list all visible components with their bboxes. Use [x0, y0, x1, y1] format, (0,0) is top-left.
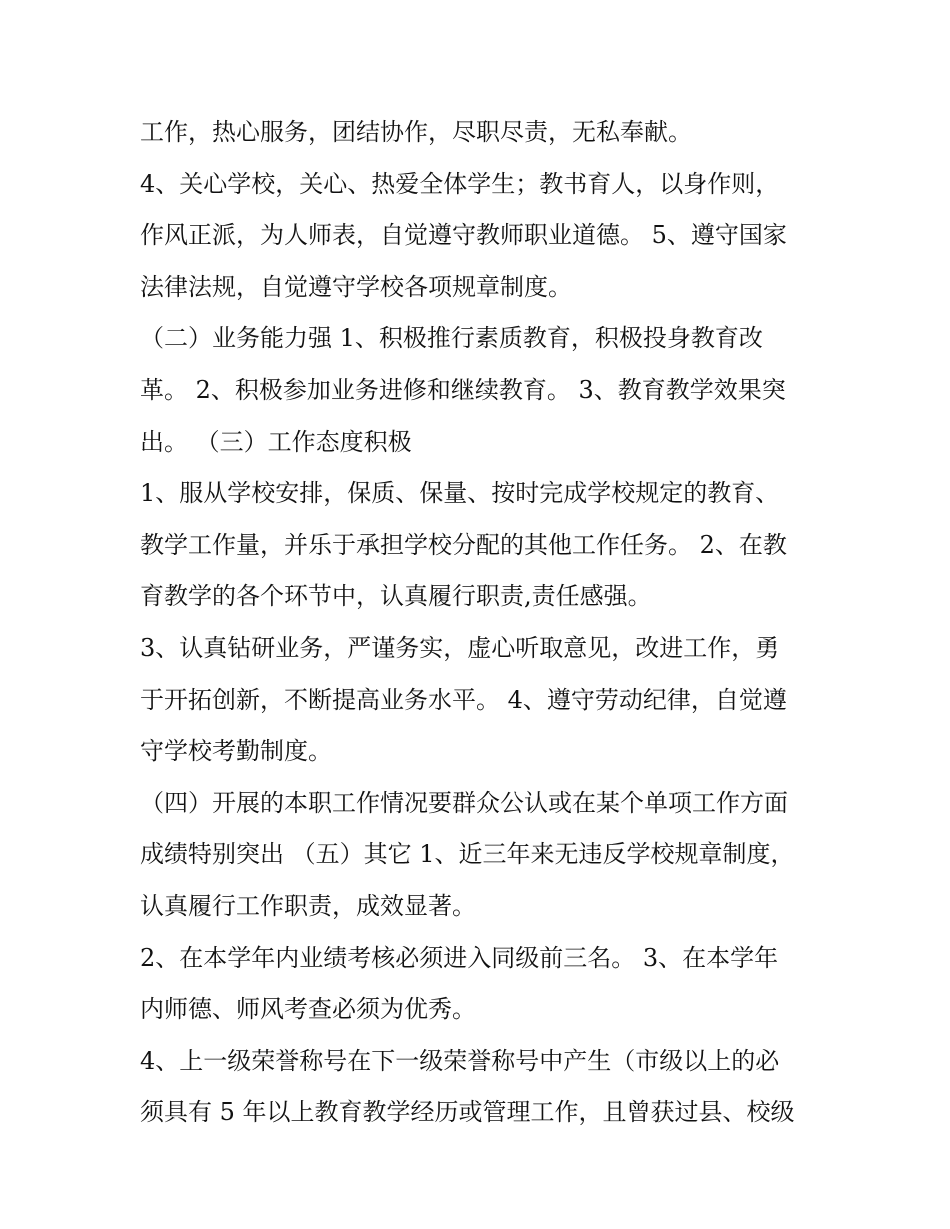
document-body: [140, 107, 840, 1139]
text-line: （四）开展的本职工作情况要群众公认或在某个单项工作方面: [140, 788, 788, 817]
text-line: 4、上一级荣誉称号在下一级荣誉称号中产生（市级以上的必: [140, 1046, 780, 1075]
text-line: 3、认真钻研业务，严谨务实，虚心听取意见，改进工作，勇: [140, 633, 780, 662]
text-line: 工作，热心服务，团结协作，尽职尽责，无私奉献。: [140, 118, 692, 146]
text-line: 于开拓创新，不断提高业务水平。 4、遵守劳动纪律，自觉遵: [140, 685, 787, 714]
text-line: 内师德、师风考查必须为优秀。: [140, 995, 476, 1024]
text-line: 守学校考勤制度。: [140, 737, 332, 766]
text-line: 认真履行工作职责，成效显著。: [140, 891, 476, 920]
text-line: 4、关心学校，关心、热爱全体学生；教书育人，以身作则，: [140, 169, 780, 198]
text-line: 革。 2、积极参加业务进修和继续教育。 3、教育教学效果突: [140, 375, 786, 404]
text-line: 须具有 5 年以上教育教学经历或管理工作，且曾获过县、校级: [140, 1098, 795, 1127]
text-line: 法律法规，自觉遵守学校各项规章制度。: [140, 272, 572, 301]
text-line: 出。 （三）工作态度积极: [140, 427, 412, 456]
text-line: 作风正派，为人师表，自觉遵守教师职业道德。 5、遵守国家: [140, 221, 787, 250]
text-line: （二）业务能力强 1、积极推行素质教育，积极投身教育改: [140, 324, 763, 353]
text-line: 1、服从学校安排，保质、保量、按时完成学校规定的教育、: [140, 479, 780, 508]
text-line: 教学工作量，并乐于承担学校分配的其他工作任务。 2、在教: [140, 530, 787, 559]
text-line: 2、在本学年内业绩考核必须进入同级前三名。 3、在本学年: [140, 943, 779, 972]
text-line: 育教学的各个环节中，认真履行职责,责任感强。: [140, 582, 652, 611]
text-line: 成绩特别突出 （五）其它 1、近三年来无违反学校规章制度，: [140, 840, 795, 869]
